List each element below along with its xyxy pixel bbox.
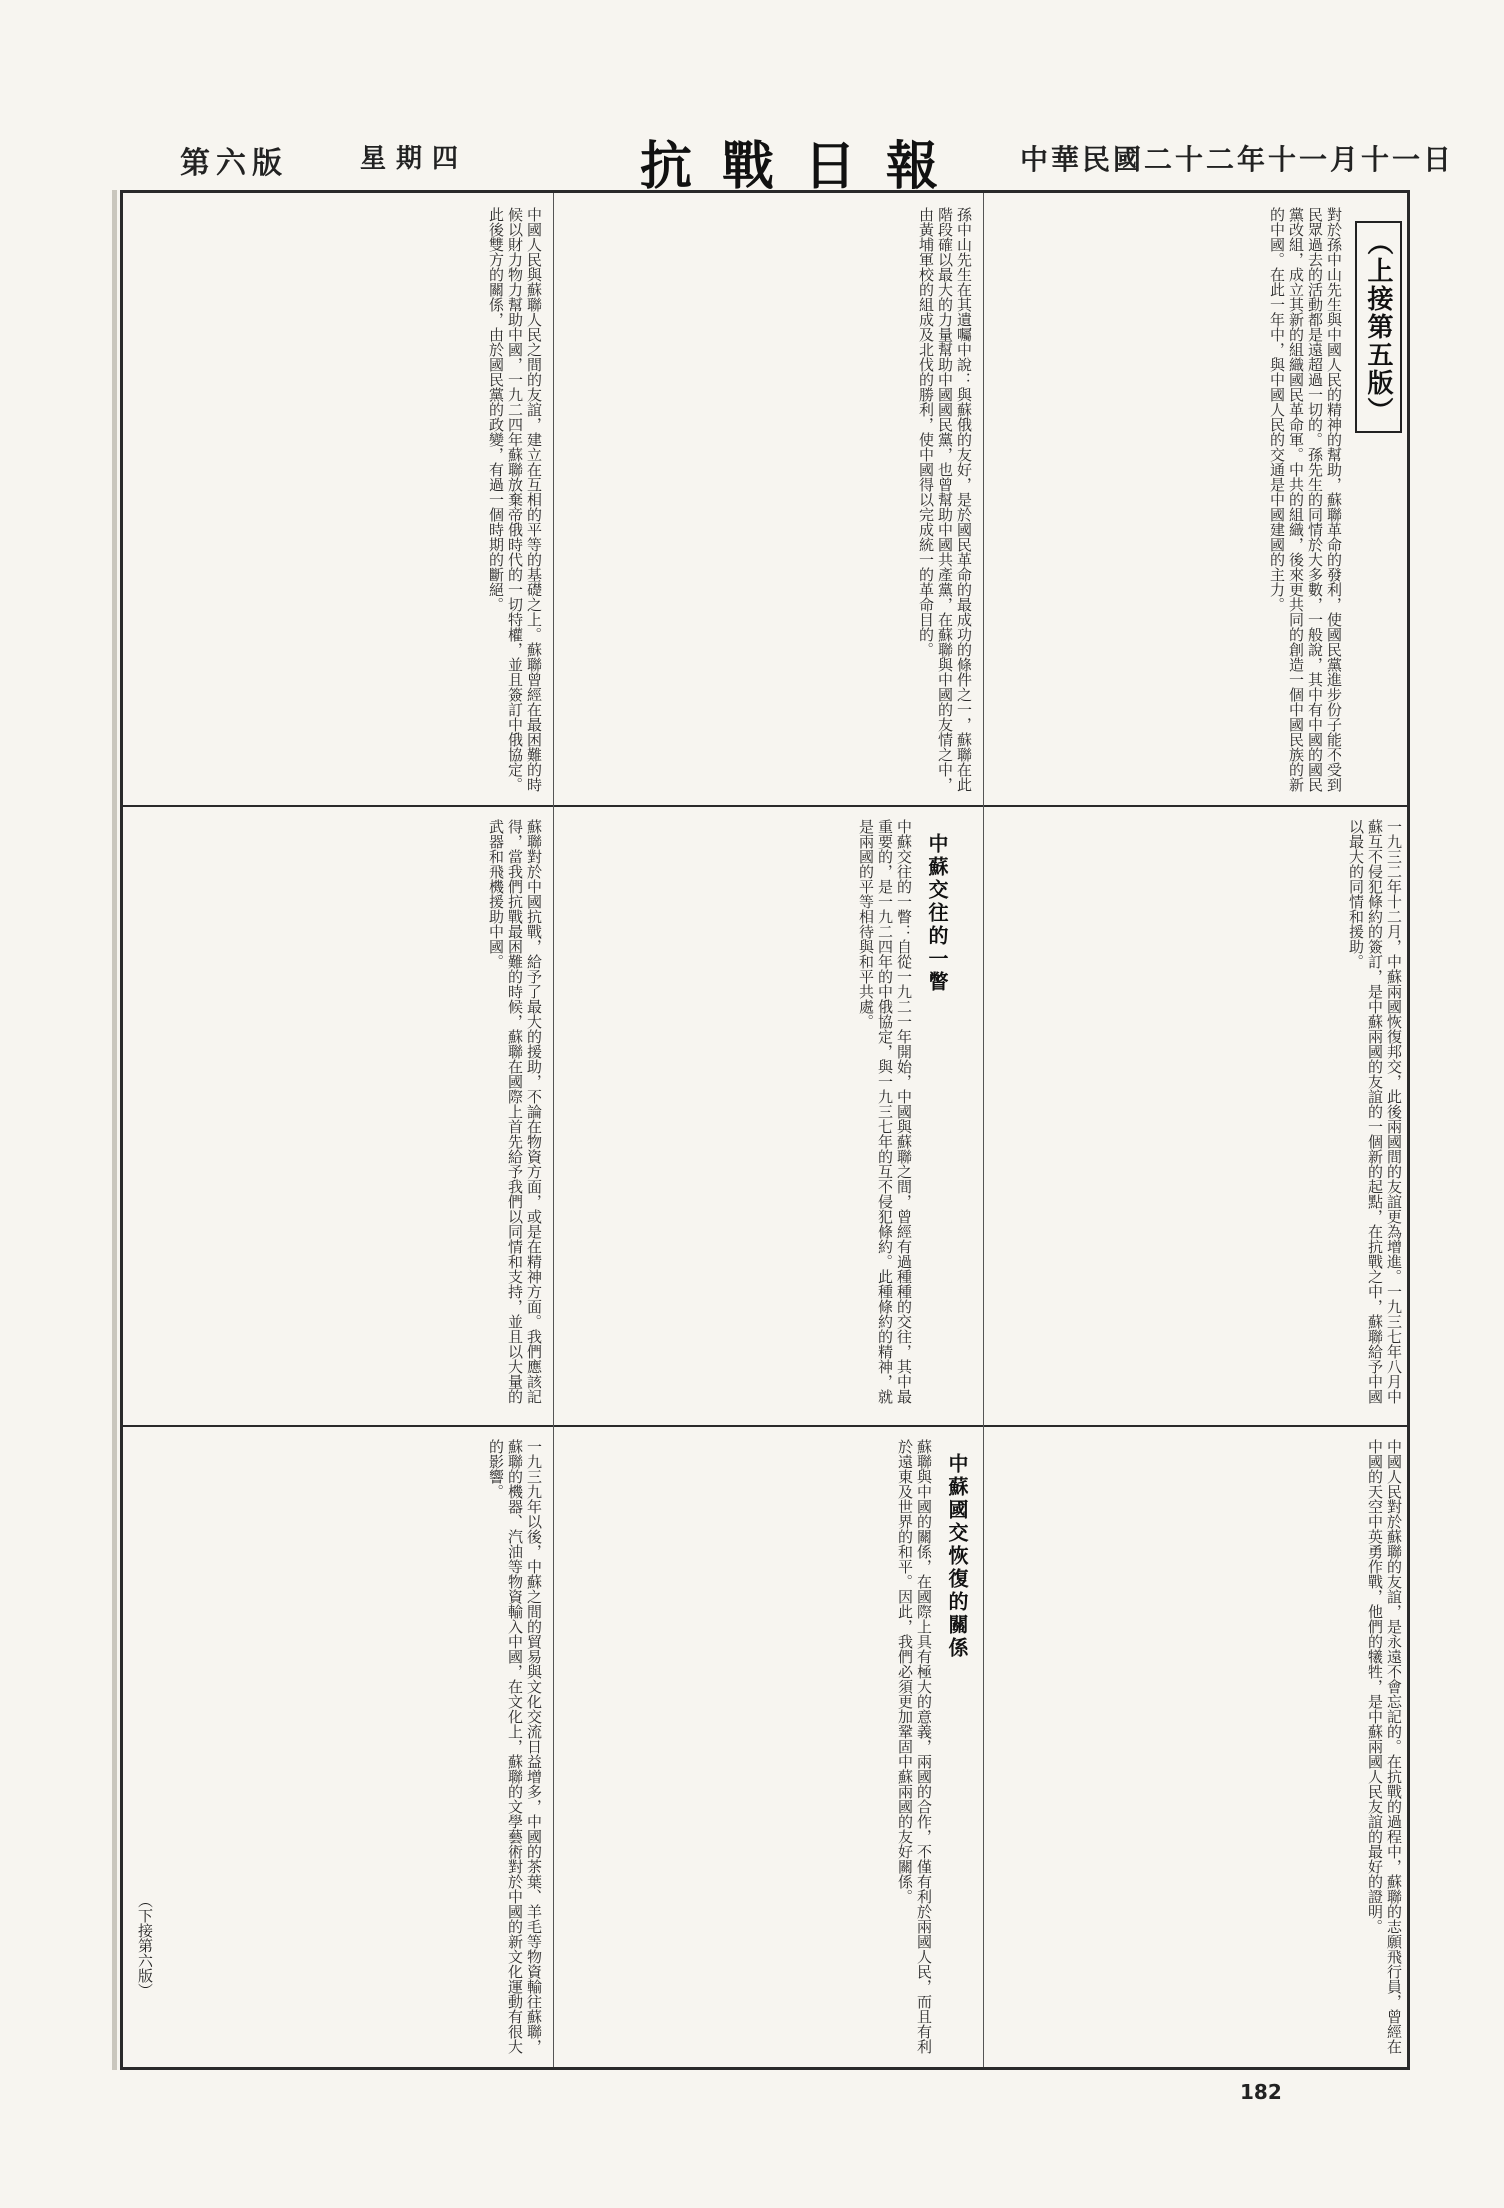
article-column-mid-left: 蘇聯對於中國抗戰，給予了最大的援助，不論在物資方面，或是在精神方面。我們應該記得，當我們抗戰最困難的時候，蘇聯在國際上首先給予我們以同情和支持，並且以大量的武器和飛機援助中國。 [487, 819, 543, 1404]
masthead [150, 120, 1455, 197]
article-column-bottom-right: 中國人民對於蘇聯的友誼，是永遠不會忘記的。在抗戰的過程中，蘇聯的志願飛行員，曾經在中國的天空中英勇作戰，他們的犧牲，是中蘇兩國人民友誼的最好的證明。 [1366, 1439, 1403, 2054]
continued-note: （下接第六版） [136, 1893, 154, 1998]
article-column-top-middle: 孫中山先生在其遺囑中說：與蘇俄的友好，是於國民革命的最成功的條件之一，蘇聯在此階段確以最大的力量幫助中國國民黨，也曾幫助中國共產黨，在蘇聯與中國的友情之中，由黃埔軍校的組成及北伐的勝利，使中國得以完成統一的革命目的。 [917, 207, 973, 792]
section-divider-top [123, 805, 1407, 807]
scan-edge-left [112, 190, 117, 2070]
article-column-bottom-left: 一九三九年以後，中蘇之間的貿易與文化交流日益增多，中國的茶葉、羊毛等物資輸往蘇聯，蘇聯的機器、汽油等物資輸入中國，在文化上，蘇聯的文學藝術對於中國的新文化運動有很大的影響。 [487, 1439, 543, 2054]
article-column-top-right: 對於孫中山先生與中國人民的精神的幫助，蘇聯革命的發利，使國民黨進步份子能不受到民眾過去的活動都是遠超過一切的。孫先生的同情於大多數，一般說，其中有中國的國民黨改組，成立其新的組織國民革命軍。中共的組織，後來更共同的創造一個中國民族的新的中國。在此一年中，與中國人民的交通是中國建國的主力。 [1268, 207, 1343, 792]
edition-label: 第六版 [180, 146, 288, 181]
weekday-label: 星期四 [360, 144, 469, 174]
article-column-top-left: 中國人民與蘇聯人民之間的友誼，建立在互相的平等的基礎之上。蘇聯曾經在最困難的時候以財力物力幫助中國，一九二四年蘇聯放棄帝俄時代的一切特權，並且簽訂中俄協定。此後雙方的關係，由於國民黨的政變，有過一個時期的斷絕。 [487, 207, 543, 792]
column-rule [983, 1425, 984, 2067]
section-heading: 中蘇交往的一瞥 [925, 833, 949, 994]
continued-from-label: （上接第五版） [1355, 221, 1402, 433]
page-number: 182 [1240, 2080, 1282, 2104]
article-column-mid-right: 一九三二年十二月，中蘇兩國恢復邦交，此後兩國間的友誼更為增進。一九三七年八月中蘇互不侵犯條約的簽訂，是中蘇兩國的友誼的一個新的起點，在抗戰之中，蘇聯給予中國以最大的同情和援助。 [1347, 819, 1403, 1404]
column-rule [553, 805, 554, 1425]
article-column-bottom-middle: 蘇聯與中國的關係，在國際上具有極大的意義，兩國的合作，不僅有利於兩國人民，而且有利於遠東及世界的和平。因此，我們必須更加鞏固中蘇兩國的友好關係。 [896, 1439, 933, 2054]
column-rule [553, 1425, 554, 2067]
column-rule [983, 805, 984, 1425]
publication-date: 中華民國二十二年十一月十一日 [1020, 143, 1455, 176]
article-frame [120, 190, 1410, 2070]
newspaper-title: 抗戰日報 [640, 136, 969, 197]
section-divider-bottom [123, 1425, 1407, 1427]
column-rule [553, 193, 554, 805]
article-column-mid-middle: 中蘇交往的一瞥：自從一九二一年開始，中國與蘇聯之間，曾經有過種種的交往，其中最重要的，是一九二四年的中俄協定，與一九三七年的互不侵犯條約。此種條約的精神，就是兩國的平等相待與和平共處。 [857, 819, 913, 1404]
column-rule [983, 193, 984, 805]
section-subheading: 中蘇國交恢復的關係 [945, 1453, 969, 1660]
